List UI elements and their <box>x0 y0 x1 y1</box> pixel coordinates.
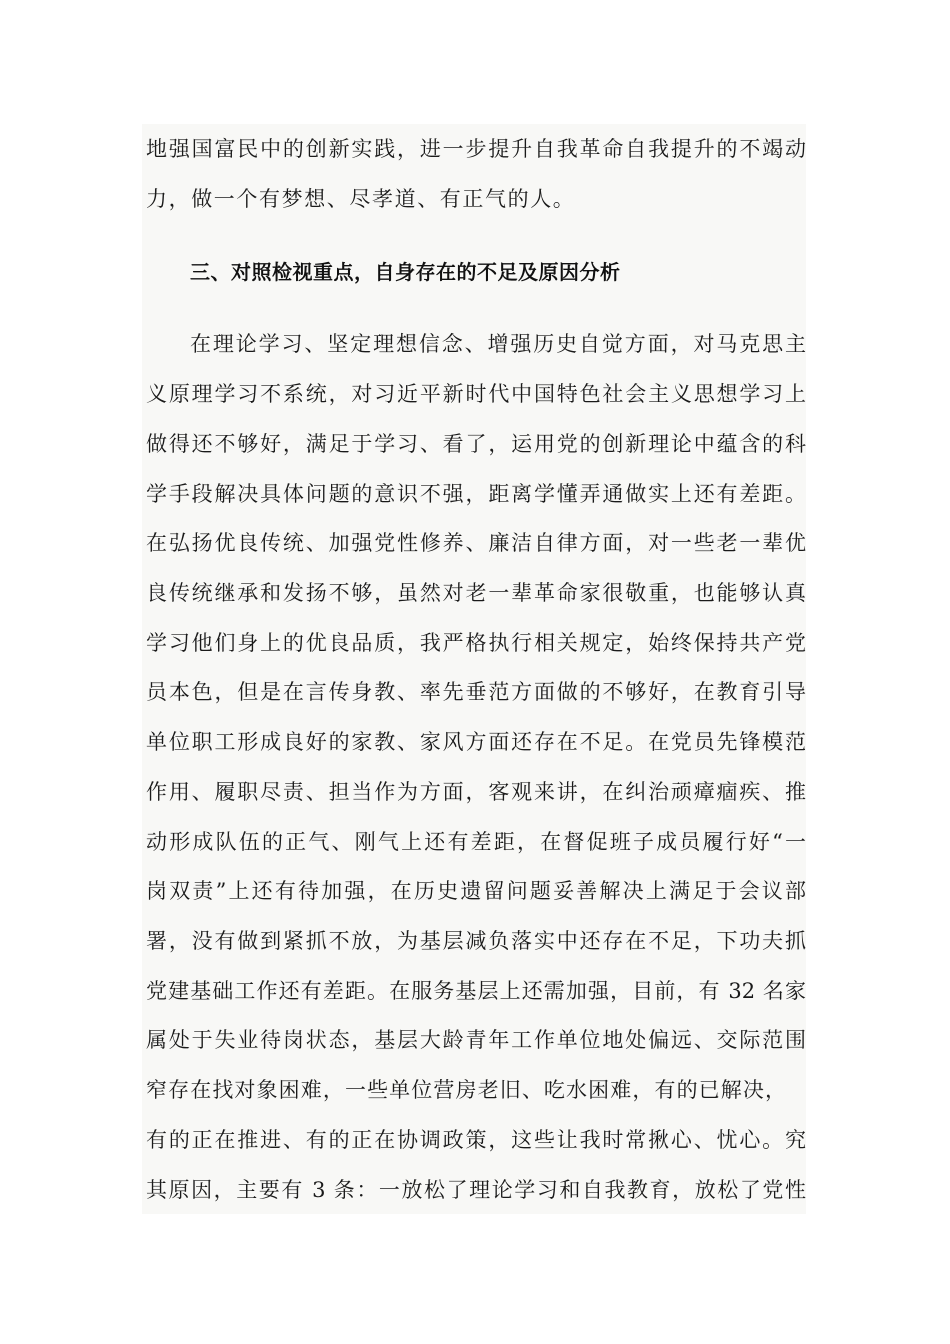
paragraph-line: 良传统继承和发扬不够，虽然对老一辈革命家很敬重，也能够认真 <box>146 581 806 605</box>
paragraph-line: 在理论学习、坚定理想信念、增强历史自觉方面，对马克思主 <box>190 332 806 356</box>
paragraph-line: 岗双责”上还有待加强，在历史遗留问题妥善解决上满足于会议部 <box>146 879 806 903</box>
paragraph-line: 员本色，但是在言传身教、率先垂范方面做的不够好，在教育引导 <box>146 680 806 704</box>
paragraph-line: 力，做一个有梦想、尽孝道、有正气的人。 <box>146 187 576 211</box>
paragraph-line: 在弘扬优良传统、加强党性修养、廉洁自律方面，对一些老一辈优 <box>146 531 806 555</box>
section-heading: 三、对照检视重点，自身存在的不足及原因分析 <box>190 260 621 284</box>
paragraph-line: 学习他们身上的优良品质，我严格执行相关规定，始终保持共产党 <box>146 631 806 655</box>
paragraph-line: 有的正在推进、有的正在协调政策，这些让我时常揪心、忧心。究 <box>146 1128 806 1152</box>
paragraph-line: 义原理学习不系统，对习近平新时代中国特色社会主义思想学习上 <box>146 382 806 406</box>
paragraph-line: 属处于失业待岗状态，基层大龄青年工作单位地处偏远、交际范围 <box>146 1028 806 1052</box>
paragraph-line: 动形成队伍的正气、刚气上还有差距，在督促班子成员履行好“一 <box>146 830 806 854</box>
paragraph-line: 单位职工形成良好的家教、家风方面还存在不足。在党员先锋模范 <box>146 730 806 754</box>
paragraph-line: 地强国富民中的创新实践，进一步提升自我革命自我提升的不竭动 <box>146 137 806 161</box>
paragraph-line: 窄存在找对象困难，一些单位营房老旧、吃水困难，有的已解决， <box>146 1078 786 1102</box>
paragraph-line: 党建基础工作还有差距。在服务基层上还需加强，目前，有 32 名家 <box>146 979 806 1003</box>
paragraph-line: 作用、履职尽责、担当作为方面，客观来讲，在纠治顽瘴痼疾、推 <box>146 780 806 804</box>
paragraph-line: 做得还不够好，满足于学习、看了，运用党的创新理论中蕴含的科 <box>146 432 806 456</box>
paragraph-line: 署，没有做到紧抓不放，为基层减负落实中还存在不足，下功夫抓 <box>146 929 806 953</box>
paragraph-line: 其原因，主要有 3 条：一放松了理论学习和自我教育，放松了党性 <box>146 1178 806 1202</box>
paragraph-line: 学手段解决具体问题的意识不强，距离学懂弄通做实上还有差距。 <box>146 482 806 506</box>
